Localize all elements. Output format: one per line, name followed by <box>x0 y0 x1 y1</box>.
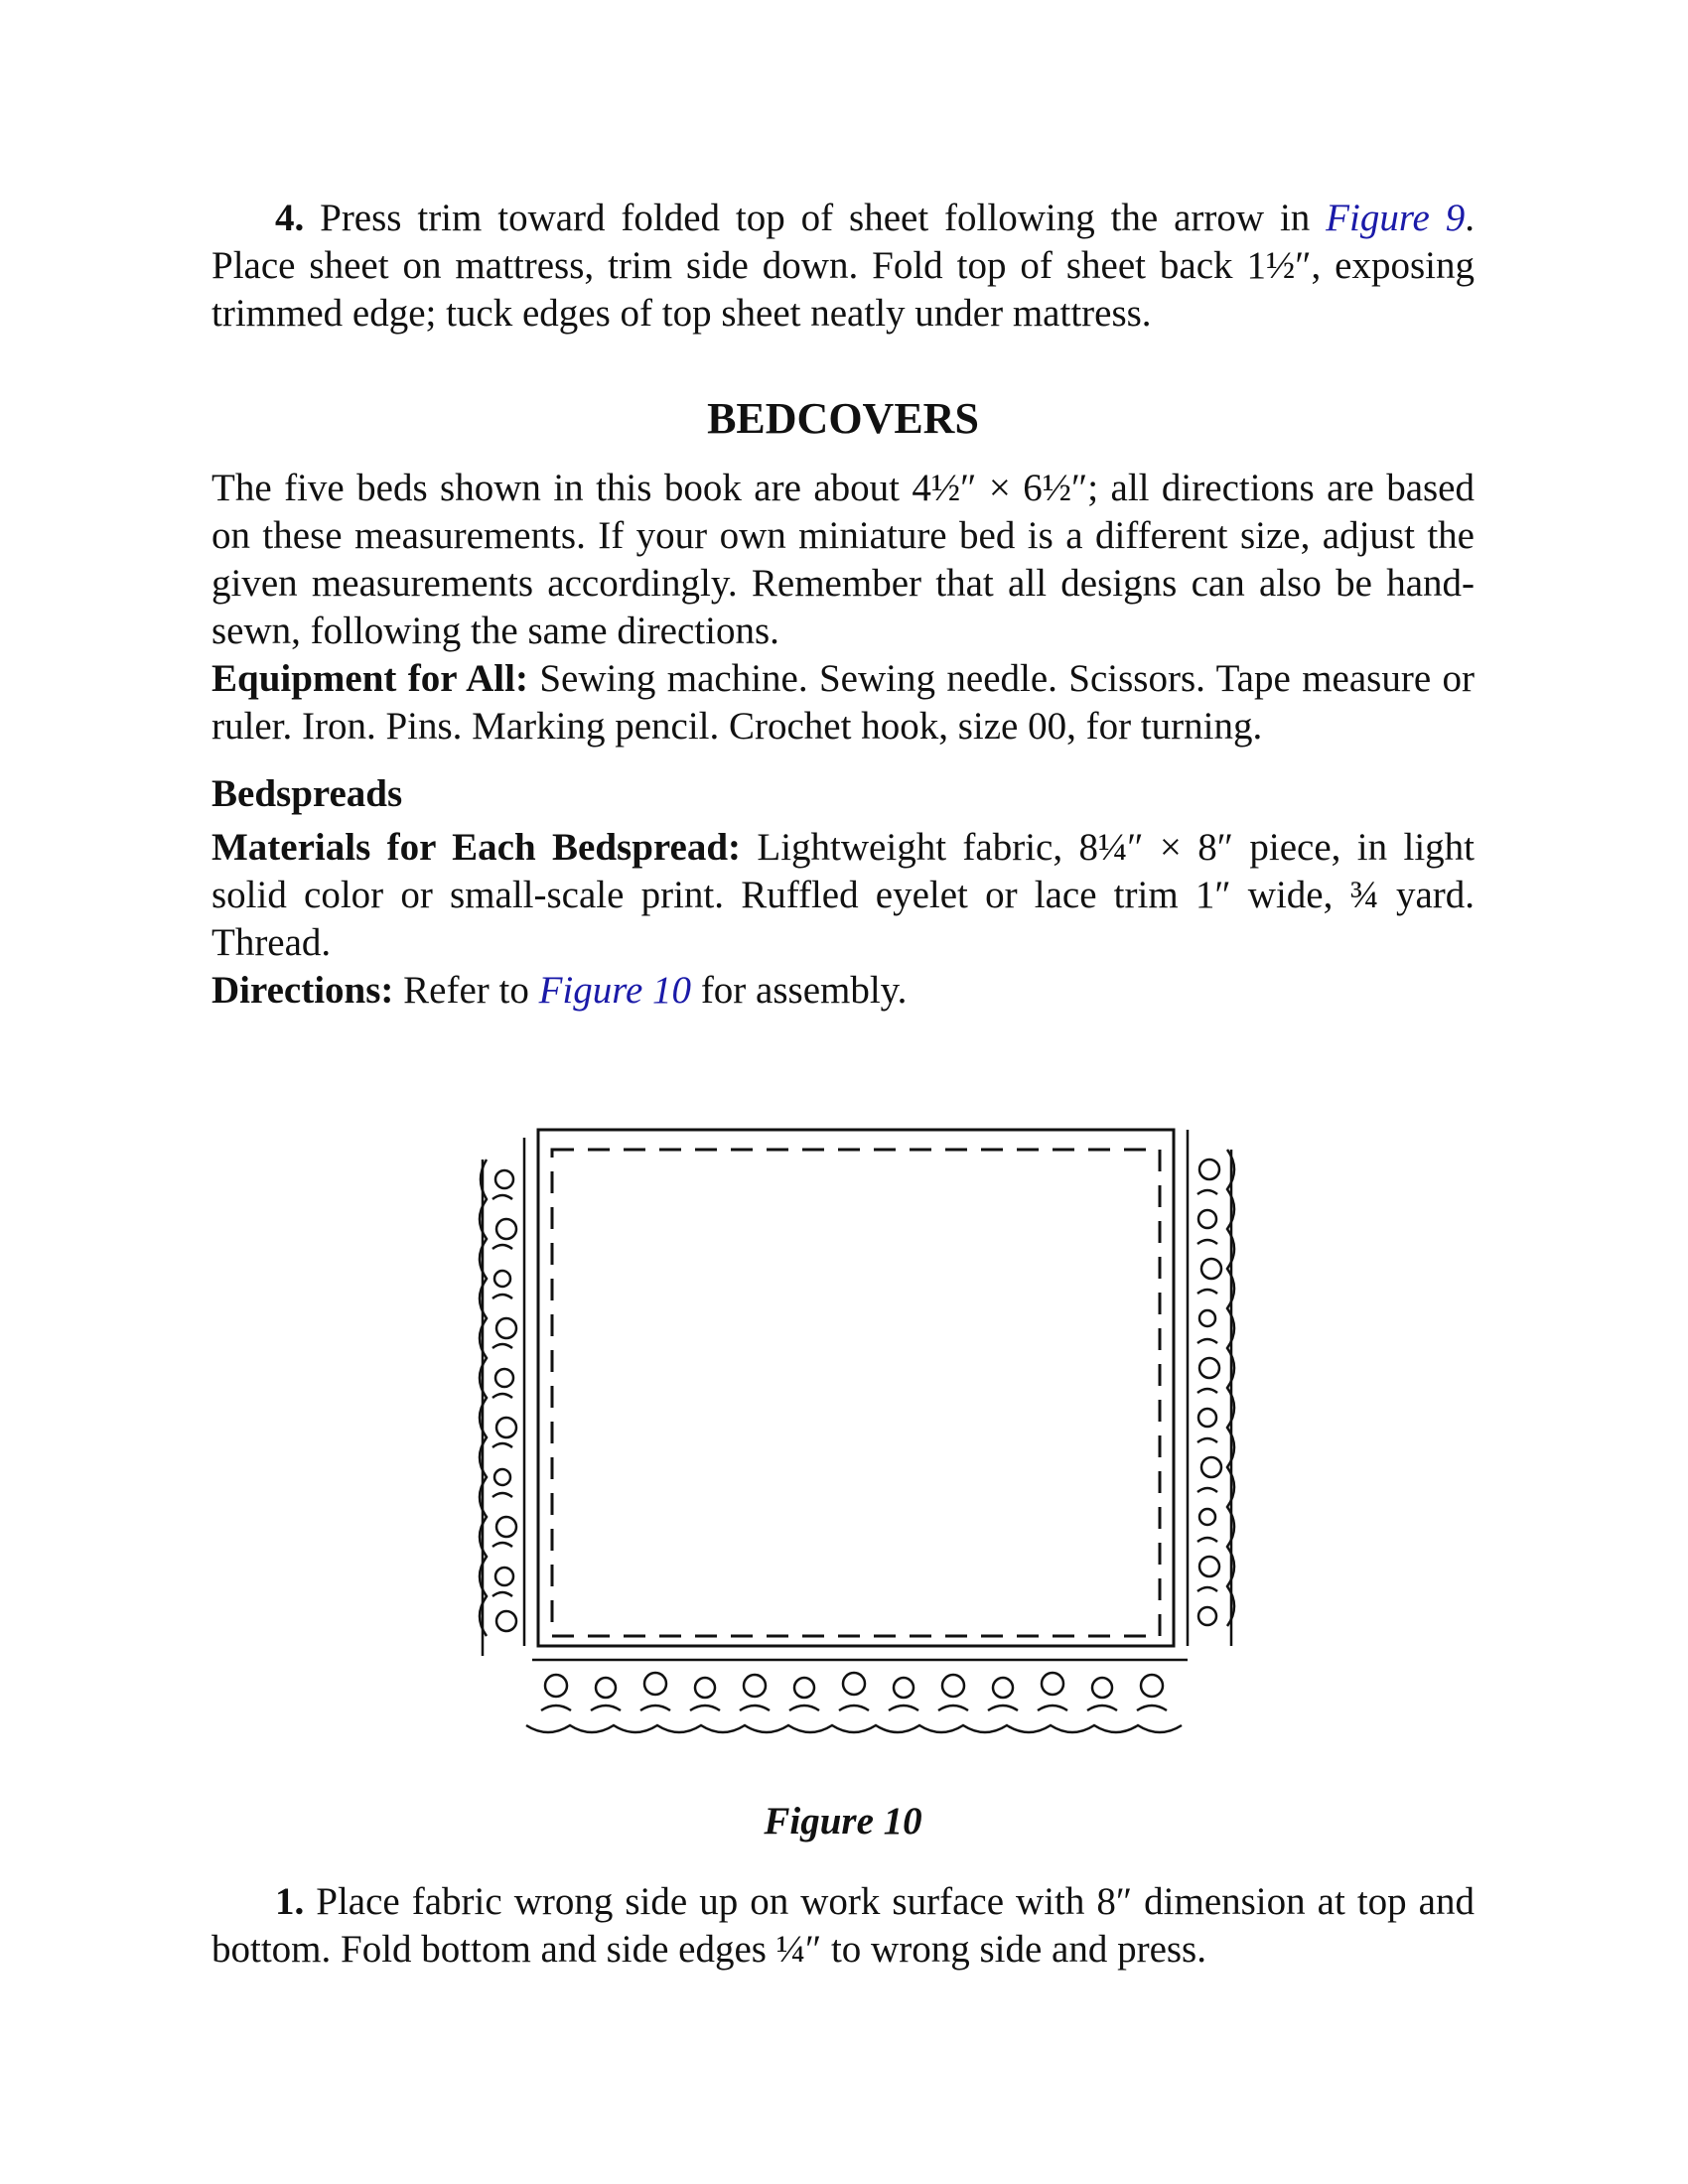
equipment-text: Sewing machine. Sewing needle. Scissors. Tape measure or ruler. Iron. Pins. Marking pencil. Crochet hook, size 00, for turning. <box>211 657 1476 748</box>
step-1-block <box>211 1878 1475 1974</box>
subheading: Bedspreads <box>211 772 403 815</box>
figure-caption: Figure 10 <box>764 1800 922 1843</box>
directions-label: Directions: <box>211 969 394 1012</box>
bedspread-diagram <box>447 1120 1271 1755</box>
figure-10-link[interactable]: Figure 10 <box>538 969 692 1012</box>
materials-paragraph <box>211 824 1475 967</box>
materials-text: Lightweight fabric, 8¼″ × 8″ piece, in light solid color or small-scale print. Ruffled eyelet or lace trim 1″ wide, ¾ yard. Thread. <box>211 826 1475 964</box>
directions-text-cont: for assembly. <box>691 969 908 1012</box>
step-text: Press trim toward folded top of sheet following the arrow in <box>304 197 1327 239</box>
right-lace-trim <box>1188 1130 1234 1646</box>
step-text: Place fabric wrong side up on work surface with 8″ dimension at top and bottom. Fold bottom and side edges ¼″ to wrong side and press. <box>211 1880 1475 1971</box>
page-body <box>211 195 1475 1015</box>
equipment-paragraph <box>211 655 1475 751</box>
step-4-paragraph <box>211 195 1475 338</box>
step-number: 1. <box>275 1880 305 1923</box>
figure-10-illustration <box>447 1120 1271 1755</box>
step-number: 4. <box>275 197 305 239</box>
left-lace-trim <box>480 1138 524 1656</box>
seam-line <box>552 1150 1160 1636</box>
step-text-cont: . Place sheet on mattress, trim side down. Fold top of sheet back 1½″, exposing trimmed edge; tuck edges of top sheet neatly under mattress. <box>211 197 1476 335</box>
directions-paragraph <box>211 967 1475 1015</box>
section-heading: BEDCOVERS <box>707 394 979 443</box>
bottom-lace-trim <box>526 1660 1188 1732</box>
equipment-label: Equipment for All: <box>211 657 528 700</box>
fabric-outline <box>538 1130 1174 1646</box>
intro-paragraph: The five beds shown in this book are about 4½″ × 6½″; all directions are based on these measurements. If your own miniature bed is a different size, adjust the given measurements accordingly. Remember that all designs can also be hand-sewn, following the same directions. <box>211 467 1475 652</box>
step-1-paragraph <box>211 1878 1475 1974</box>
directions-text: Refer to <box>393 969 539 1012</box>
figure-9-link[interactable]: Figure 9 <box>1326 197 1466 239</box>
materials-label: Materials for Each Bedspread: <box>211 826 741 869</box>
